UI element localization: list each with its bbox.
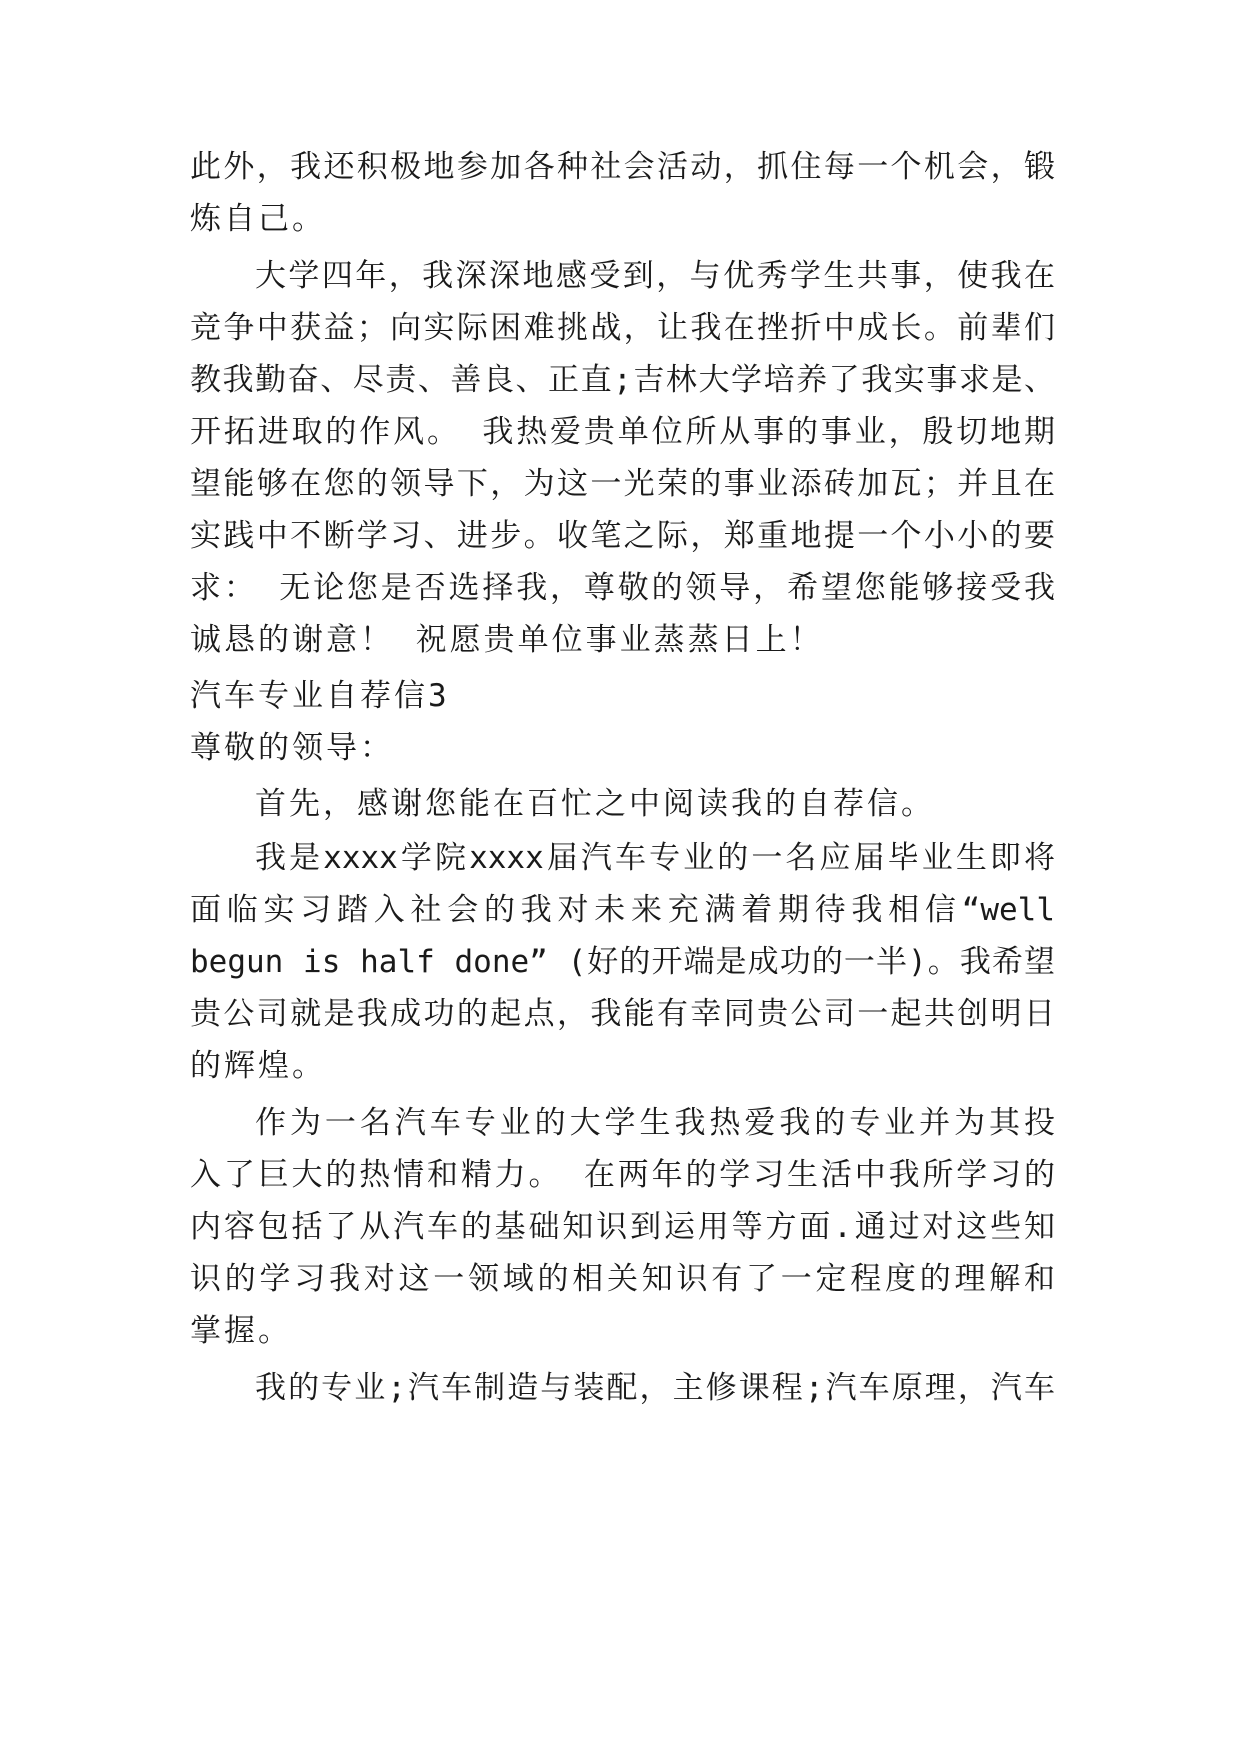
paragraph-line: 贵公司就是我成功的起点，我能有幸同贵公司一起共创明日 <box>190 996 1055 1032</box>
paragraph-line: 入了巨大的热情和精力。 在两年的学习生活中我所学习的 <box>190 1157 1055 1193</box>
paragraph-line: 望能够在您的领导下，为这一光荣的事业添砖加瓦；并且在 <box>190 466 1055 502</box>
paragraph-line: 的辉煌。 <box>190 1048 326 1084</box>
paragraph-line: 竞争中获益；向实际困难挑战，让我在挫折中成长。前辈们 <box>190 310 1055 346</box>
salutation: 尊敬的领导： <box>190 730 394 766</box>
paragraph-line: 诚恳的谢意！ 祝愿贵单位事业蒸蒸日上！ <box>190 622 824 658</box>
paragraph-line: 面临实习踏入社会的我对未来充满着期待我相信“well <box>190 892 1055 928</box>
paragraph-line: 大学四年，我深深地感受到，与优秀学生共事，使我在 <box>255 258 1055 294</box>
paragraph-line: 我的专业;汽车制造与装配，主修课程;汽车原理，汽车 <box>255 1370 1055 1406</box>
section-heading: 汽车专业自荐信3 <box>190 678 450 714</box>
paragraph-line: 识的学习我对这一领域的相关知识有了一定程度的理解和 <box>190 1261 1055 1297</box>
paragraph-line: 内容包括了从汽车的基础知识到运用等方面.通过对这些知 <box>190 1209 1055 1245</box>
document-page <box>190 0 1055 1754</box>
paragraph-line: 实践中不断学习、进步。收笔之际，郑重地提一个小小的要 <box>190 518 1055 554</box>
paragraph-line: 首先，感谢您能在百忙之中阅读我的自荐信。 <box>255 786 935 822</box>
paragraph-line: 掌握。 <box>190 1313 292 1349</box>
paragraph-line: 作为一名汽车专业的大学生我热爱我的专业并为其投 <box>255 1105 1055 1141</box>
paragraph-line: 求： 无论您是否选择我，尊敬的领导，希望您能够接受我 <box>190 570 1055 606</box>
paragraph-line: begun is half done” (好的开端是成功的一半)。我希望 <box>190 944 1055 980</box>
paragraph-line: 此外，我还积极地参加各种社会活动，抓住每一个机会，锻 <box>190 149 1055 185</box>
paragraph-line: 教我勤奋、尽责、善良、正直;吉林大学培养了我实事求是、 <box>190 362 1055 398</box>
paragraph-line: 炼自己。 <box>190 201 326 237</box>
paragraph-line: 开拓进取的作风。 我热爱贵单位所从事的事业，殷切地期 <box>190 414 1055 450</box>
paragraph-line: 我是xxxx学院xxxx届汽车专业的一名应届毕业生即将 <box>255 840 1055 876</box>
